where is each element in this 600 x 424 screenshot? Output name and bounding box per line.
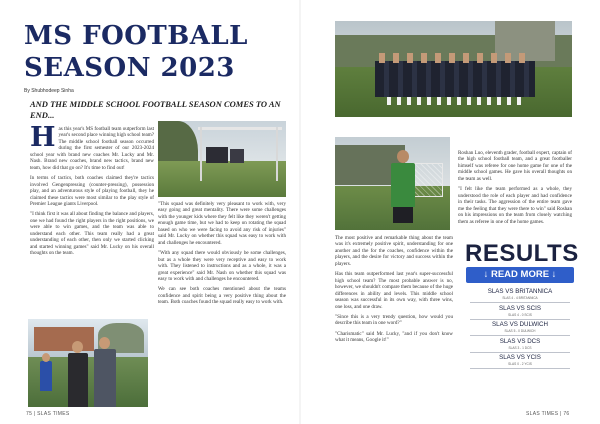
result-score: SLAS 5 - 0 DULWICH: [504, 329, 536, 333]
article-column-1: [30, 122, 154, 261]
result-match: SLAS VS DULWICH: [492, 321, 548, 328]
column-4-paragraph-2: "I felt like the team performed as a whole, they understood the role of each player and had confidence in their tasks. The aggression of the entire team gave me the feeling that they were there to win" said Roshan on his impressions on the team from closely watching them as referee in one of the home games.: [458, 186, 572, 225]
column-3-paragraph-2: Has this team outperformed last year's super-successful high school team? The most probable answer is no, however, we shouldn't compare them because of the huge differences in ability and levels. This middle school season was successful in its own way, with three wins, one loss, and one draw.: [335, 271, 453, 310]
column-1-paragraph-2: In terms of tactics, both coaches claimed they're tactics involved Gengenpressing (counter-pressing), possession play, and an adventurous style of playing football, they he claimed these tactics were most similar to the play style of Premier League giants Liverpool.: [30, 175, 154, 207]
column-2-paragraph-3: We can see both coaches mentioned about the teams confidence and spirit being a very positive thing about the team. Both coaches found the squad really easy to work with.: [158, 286, 286, 306]
result-match: SLAS VS DCS: [499, 337, 541, 345]
result-item: [470, 354, 570, 369]
result-item: [470, 305, 570, 320]
result-item: [470, 288, 570, 303]
column-4-paragraph-1: Roshan Luo, eleventh grader, football expert, captain of the high school football team, and a great footballer himself was referee for one home game for one of the middle school games. He gave his overall thoughts on the team as well.: [458, 150, 572, 182]
headline-line-1: MS FOOTBALL: [24, 21, 248, 51]
read-more-button[interactable]: ↓ READ MORE ↓: [466, 267, 574, 283]
results-title: RESULTS: [465, 240, 579, 267]
result-match: SLAS VS SCIS: [499, 304, 541, 312]
column-3-paragraph-4: "Charismatic" said Mr. Lucky, "and if you don't know what it means, Google it!": [335, 330, 453, 344]
photo-team-group: [335, 21, 572, 117]
column-2-paragraph-2: "With any squad there would obviously be some challenges, but as a whole they were very receptive and easy to work with. They listened to instructions and as a whole, it was a great experience" said Mr. Nash on whether this squad was easy to work with and challenges he encountered.: [158, 250, 286, 282]
article-standfirst: AND THE MIDDLE SCHOOL FOOTBALL SEASON COMES TO AN END...: [30, 99, 281, 120]
column-1-paragraph-1: Has this year's MS football team outperform last year's second place winning high school team? The middle school football season occurred during the first semester of our 2023-2024 school year with brand new coaches Mr. Lucky and Mr. Nash. Brand new coaches, brand new tactics, brand new team, how did that go on? It's time to find out!: [30, 122, 154, 171]
result-match: SLAS VS YCIS: [499, 354, 541, 361]
article-column-4: [458, 150, 572, 229]
footer-left-page-number: 75 | SLAS TIMES: [26, 411, 70, 417]
result-item: [470, 338, 570, 353]
column-1-paragraph-3: "I think first it was all about finding the balance and players, one we had found the right players in the right positions, we were able to win games, and the team was able to understand each other. This team really had a great understanding of each other, then only we started clicking and started winning games" said Mr. Lucky on his overall thoughts on the team.: [30, 211, 154, 257]
page-gutter: [299, 0, 301, 424]
column-3-paragraph-1: The most positive and remarkable thing about the team was it's extremely positive spirit, understanding for one another and the for the coaches, confidence within the players, and the desire for victory and success within the players.: [335, 235, 453, 267]
result-item: [470, 321, 570, 336]
column-2-paragraph-1: "This squad was definitely very pleasant to work with, very easy going and great mentality. There were some challenges with the younger kids where they felt like they weren't getting enough game time, but we had to keep on rotating the squad based on who we were facing to avoid any risk of injuries" said Mr. Lucky on whether this squad was easy to work with and challenges he encountered.: [158, 201, 286, 246]
drop-cap: H: [30, 122, 56, 153]
article-byline: By Shubhodeep Sinha: [24, 88, 74, 94]
article-headline: [24, 20, 284, 84]
footer-right-page-number: SLAS TIMES | 76: [526, 411, 570, 417]
article-column-3: [335, 235, 453, 348]
column-3-paragraph-3: "Since this is a very trendy question, how would you describe this team in one word?": [335, 313, 453, 327]
result-match: SLAS VS BRITANNICA: [487, 288, 553, 295]
headline-line-2: SEASON 2023: [24, 53, 235, 83]
result-score: SLAS 3 - 1 DCS: [508, 345, 532, 350]
photo-coaches-with-player: [28, 319, 148, 407]
result-score: SLAS 4 - 4 BRITANNICA: [502, 296, 538, 300]
article-column-2: [158, 201, 286, 310]
result-score: SLAS 0 - 2 YCIS: [508, 362, 532, 366]
results-list: [470, 288, 570, 371]
photo-player-goal: [335, 137, 450, 230]
photo-team-under-tent: [158, 121, 286, 197]
result-score: SLAS 4 - 0 SCIS: [508, 312, 532, 317]
